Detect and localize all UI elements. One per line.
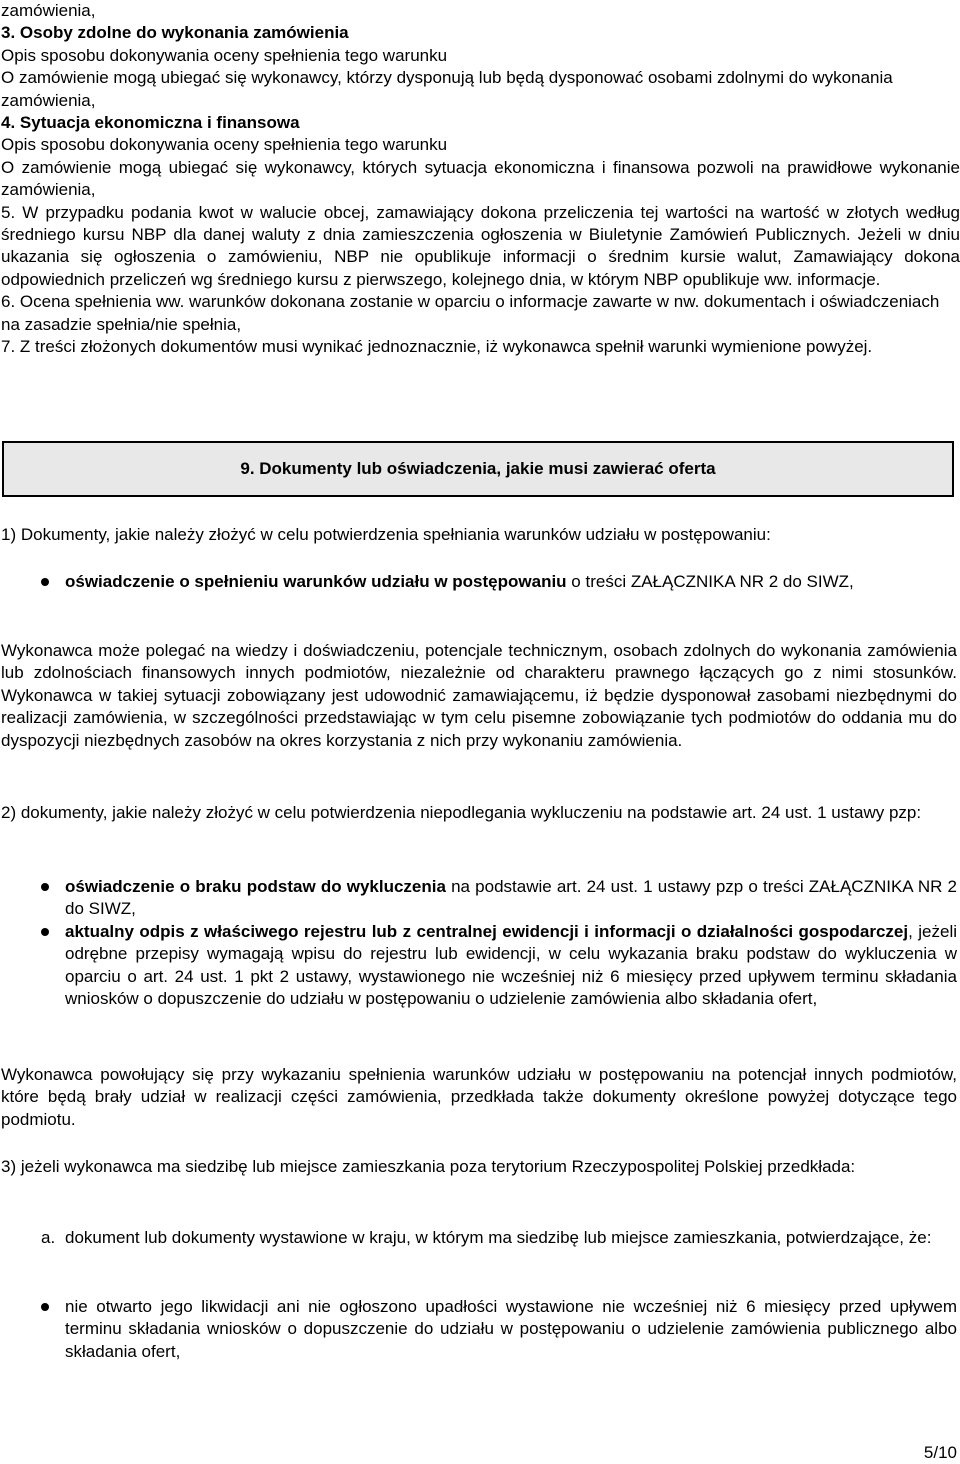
- conditions-section: [0, 0, 960, 359]
- ordered-item-label: a.: [41, 1228, 56, 1247]
- list-item-bold: oświadczenie o braku podstaw do wykluczenia: [65, 877, 446, 896]
- point-7-text: 7. Z treści złożonych dokumentów musi wynikać jednoznacznie, iż wykonawca spełnił warunki wymienione powyżej.: [1, 337, 873, 357]
- list-item-bold: aktualny odpis z właściwego rejestru lub z centralnej ewidencji i informacji o działalności gospodarczej: [65, 921, 909, 941]
- list-item: nie otwarto jego likwidacji ani nie ogłoszono upadłości wystawione nie wcześniej niż 6 miesięcy przed upływem terminu składania wniosków o dopuszczenie do udziału w postępowaniu o udzielenie zamówienia publicznego albo składania ofert,: [1, 1296, 957, 1363]
- list-item-text: , jeżeli odrębne przepisy wymagają wpisu do rejestru lub ewidencji, w celu wykazania braku podstaw do wykluczenia w oparciu o art. 24 ust. 1 pkt 2 ustawy, wystawionego nie wcześniej niż 6 miesięcy przed upływem terminu składania wniosków o dopuszczenie do udziału w postępowaniu o udzielenie zamówienia albo składania ofert,: [65, 921, 957, 1009]
- point-5-text: 5. W przypadku podania kwot w walucie obcej, zamawiający dokona przeliczenia tej wartości na wartość w złotych według średniego kursu NBP dla danej waluty z dnia zamieszczenia ogłoszenia w Biuletynie Zamówień Publicznych. Jeżeli w dniu ukazania się ogłoszenia o zamówieniu, NBP nie opublikuje informacji o średnim kursie walut, Zamawiający dokona odpowiednich przeliczeń wg średniego kursu z pierwszego, kolejnego dnia, w którym NBP opublikuje ww. informacje.: [1, 202, 960, 289]
- list-item-text: na podstawie art. 24 ust. 1 ustawy pzp o treści ZAŁĄCZNIKA NR 2 do SIWZ,: [65, 877, 957, 919]
- group-1-paragraph: Wykonawca może polegać na wiedzy i doświadczeniu, potencjale technicznym, osobach zdolnych do wykonania zamówienia lub zdolnościach finansowych innych podmiotów, niezależnie od charakteru prawnego łączących go z nimi stosunków. Wykonawca w takiej sytuacji zobowiązany jest udowodnić zamawiającemu, iż będzie dysponował zasobami niezbędnymi do realizacji zamówienia, w szczególności przedstawiając w tym celu pisemne zobowiązanie tych podmiotów do oddania mu do dyspozycji niezbędnych zasobów na okres korzystania z nich przy wykonaniu zamówienia.: [1, 641, 957, 750]
- group-1-list: [1, 571, 957, 593]
- point-6-text: 6. Ocena spełnienia ww. warunków dokonana zostanie w oparciu o informacje zawarte w nw. dokumentach i oświadczeniach na zasadzie spełnia/nie spełnia,: [1, 292, 940, 334]
- list-item-bold: oświadczenie o spełnieniu warunków udziału w postępowaniu: [65, 572, 567, 591]
- group-2-lead: 2) dokumenty, jakie należy złożyć w celu potwierdzenia niepodlegania wykluczeniu na podstawie art. 24 ust. 1 ustawy pzp:: [1, 803, 922, 822]
- list-item-text: o treści ZAŁĄCZNIKA NR 2 do SIWZ,: [566, 572, 854, 591]
- group-2-paragraph: Wykonawca powołujący się przy wykazaniu spełnienia warunków udziału w postępowaniu na potencjał innych podmiotów, które będą brały udział w realizacji części zamówienia, przedkłada także dokumenty określone powyżej dotyczące tego podmiotu.: [1, 1065, 957, 1129]
- assessment-label-4: Opis sposobu dokonywania oceny spełnienia tego warunku: [1, 135, 448, 155]
- section-title: 9. Dokumenty lub oświadczenia, jakie musi zawierać oferta: [240, 458, 716, 478]
- list-item: [1, 876, 957, 921]
- group-3-list: [1, 1296, 957, 1363]
- heading-4: 4. Sytuacja ekonomiczna i finansowa: [1, 113, 300, 133]
- assessment-label-3: Opis sposobu dokonywania oceny spełnienia tego warunku: [1, 45, 448, 65]
- section-header-banner: [2, 441, 954, 497]
- group-1-lead: 1) Dokumenty, jakie należy złożyć w celu potwierdzenia spełniania warunków udziału w postępowaniu:: [1, 525, 771, 544]
- list-item: [1, 921, 957, 1011]
- condition-3-text: O zamówienie mogą ubiegać się wykonawcy, którzy dysponują lub będą dysponować osobami zdolnymi do wykonania zamówienia,: [1, 68, 893, 110]
- list-item: [1, 571, 957, 593]
- group-3-lead: 3) jeżeli wykonawca ma siedzibę lub miejsce zamieszkania poza terytorium Rzeczypospolitej Polskiej przedkłada:: [1, 1157, 856, 1176]
- ordered-item-text: dokument lub dokumenty wystawione w kraju, w którym ma siedzibę lub miejsce zamieszkania, potwierdzające, że:: [65, 1228, 932, 1247]
- page-number: 5/10: [923, 1443, 957, 1462]
- heading-3: 3. Osoby zdolne do wykonania zamówienia: [1, 23, 349, 43]
- group-2-list: [1, 876, 957, 1010]
- condition-4-text: O zamówienie mogą ubiegać się wykonawcy, których sytuacja ekonomiczna i finansowa pozwoli na prawidłowe wykonanie zamówienia,: [1, 157, 960, 200]
- continuation-line: zamówienia,: [1, 1, 96, 20]
